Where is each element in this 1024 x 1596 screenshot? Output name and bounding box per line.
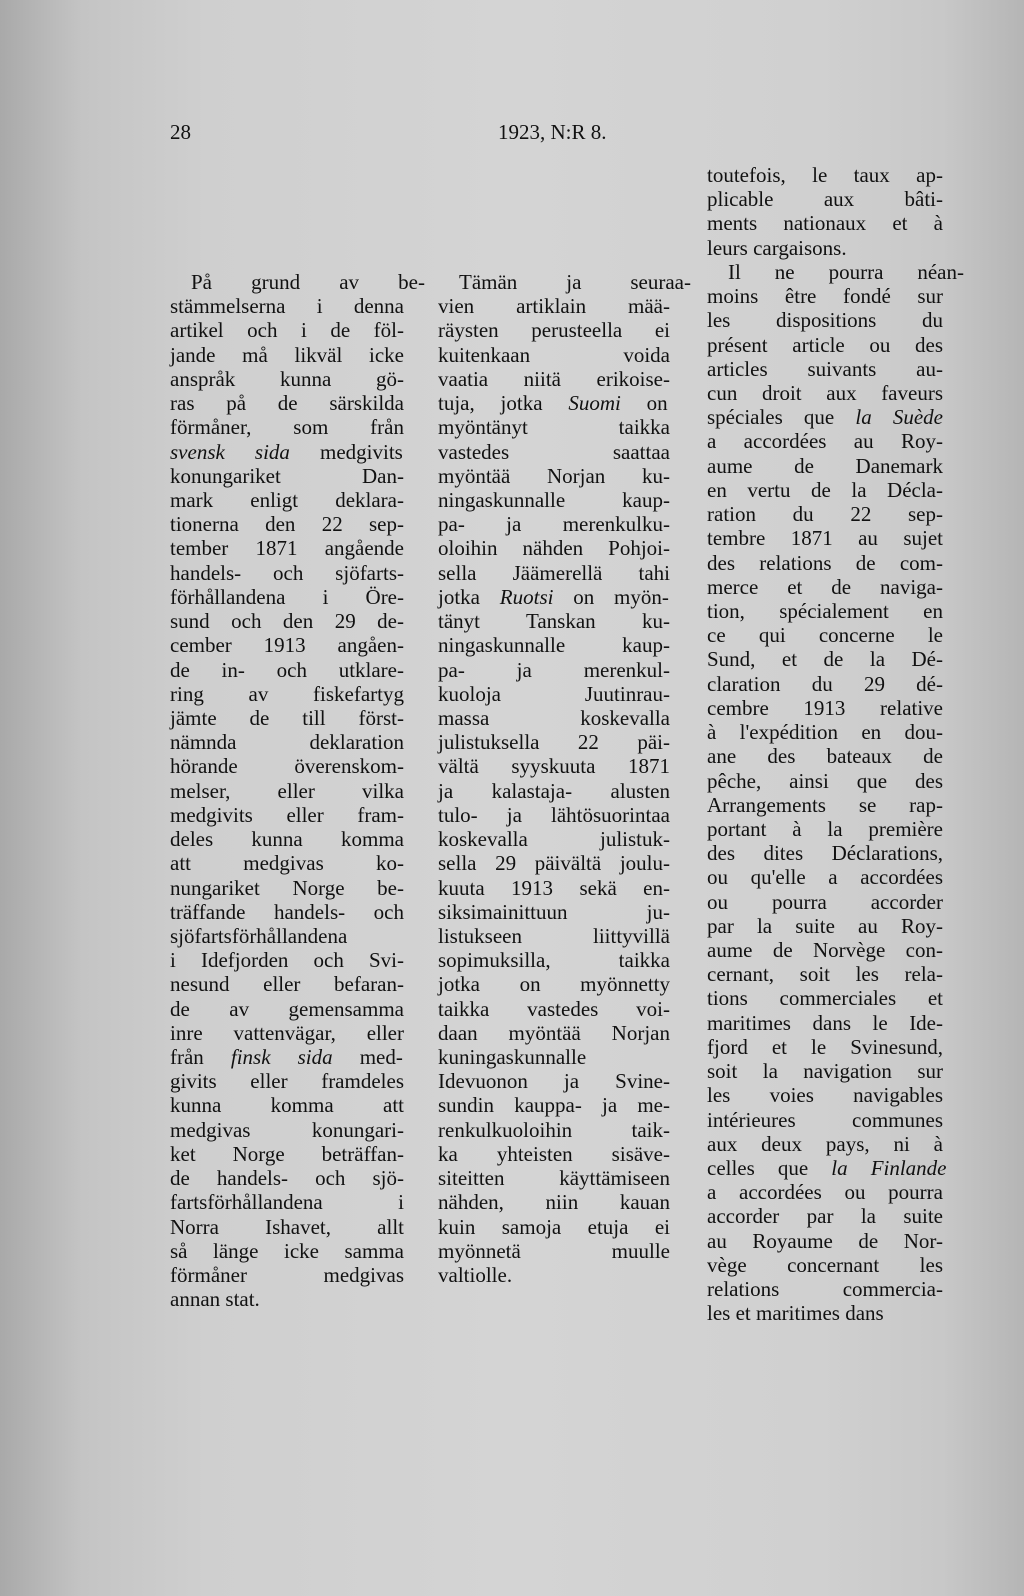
finnish-line: myöntänyt taikka [438, 415, 670, 440]
french-line: aux deux pays, ni à [707, 1131, 943, 1156]
swedish-line: melser, eller vilka [170, 778, 404, 803]
swedish-line: cember 1913 angåen- [170, 633, 404, 658]
swedish-line: träffande handels- och [170, 899, 404, 924]
swedish-line: så länge icke samma [170, 1238, 404, 1263]
french-line: en vertu de la Décla- [707, 477, 943, 502]
swedish-line: sjöfartsförhållandena [170, 923, 348, 948]
french-line: ou qu'elle a accordées [707, 865, 943, 890]
finnish-line: Tämän ja seuraa- [459, 270, 691, 294]
french-line: les dispositions du [707, 308, 943, 333]
swedish-line: mark enligt deklara- [170, 487, 404, 512]
french-line: des dites Déclarations, [707, 841, 943, 866]
swedish-line: anspråk kunna gö- [170, 366, 404, 391]
french-line: cembre 1913 relative [707, 695, 943, 720]
swedish-line: Norra Ishavet, allt [170, 1214, 404, 1239]
swedish-line: från finsk sida med- [170, 1045, 403, 1070]
finnish-line: jotka Ruotsi on myön- [438, 584, 669, 609]
finnish-line: ningaskunnalle kaup- [438, 633, 670, 658]
finnish-line: sundin kauppa- ja me- [438, 1093, 670, 1118]
swedish-line: de av gemensamma [170, 996, 404, 1021]
french-line: a accordées ou pourra [707, 1180, 943, 1205]
finnish-line: räysten perusteella ei [438, 318, 670, 343]
french-line: fjord et le Svinesund, [707, 1034, 943, 1059]
french-line: cun droit aux faveurs [707, 380, 943, 405]
french-line: les et maritimes dans [707, 1301, 884, 1326]
french-line: tion, spécialement en [707, 598, 943, 623]
finnish-line: kuuta 1913 sekä en- [438, 875, 670, 900]
french-line: des relations de com- [707, 550, 943, 575]
swedish-line: nesund eller befaran- [170, 972, 404, 997]
french-line: les voies navigables [707, 1083, 943, 1108]
swedish-line: nungariket Norge be- [170, 875, 404, 900]
french-line: cernant, soit les rela- [707, 962, 943, 987]
french-line: leurs cargaisons. [707, 235, 847, 260]
finnish-line: tulo- ja lähtösuorintaa [438, 802, 670, 827]
finnish-line: kuin samoja etuja ei [438, 1214, 670, 1239]
finnish-line: kuoloja Juutinrau- [438, 681, 670, 706]
swedish-line: medgivits eller fram- [170, 802, 404, 827]
french-line: relations commercia- [707, 1277, 943, 1302]
french-line: par la suite au Roy- [707, 913, 943, 938]
french-line: merce et de naviga- [707, 574, 943, 599]
french-line: a accordées au Roy- [707, 429, 943, 454]
swedish-line: förmåner, som från [170, 415, 404, 440]
finnish-line: vastedes saattaa [438, 439, 670, 464]
finnish-line: myöntää Norjan ku- [438, 463, 670, 488]
swedish-line: annan stat. [170, 1287, 260, 1312]
page-number: 28 [170, 120, 191, 144]
swedish-line: i Idefjorden och Svi- [170, 948, 404, 973]
finnish-line: vaatia niitä erikoise- [438, 366, 670, 391]
french-line: vège concernant les [707, 1252, 943, 1277]
swedish-line: nämnda deklaration [170, 730, 404, 755]
finnish-line: julistuksella 22 päi- [438, 730, 670, 755]
swedish-line: deles kunna komma [170, 827, 404, 852]
swedish-line: inre vattenvägar, eller [170, 1020, 404, 1045]
french-line: moins être fondé sur [707, 284, 943, 309]
french-line: ration du 22 sep- [707, 502, 943, 527]
finnish-line: listukseen liittyvillä [438, 923, 670, 948]
swedish-line: ras på de särskilda [170, 391, 404, 416]
french-line: présent article ou des [707, 332, 943, 357]
swedish-line: stämmelserna i denna [170, 294, 404, 319]
swedish-line: medgivas konungari- [170, 1117, 404, 1142]
swedish-line: På grund av be- [191, 270, 425, 294]
finnish-line: kuitenkaan voida [438, 342, 670, 367]
french-line: au Royaume de Nor- [707, 1228, 943, 1253]
swedish-line: konungariket Dan- [170, 463, 404, 488]
swedish-line: tember 1871 angående [170, 536, 404, 561]
swedish-line: hörande överenskom- [170, 754, 404, 779]
swedish-line: jande må likväl icke [170, 342, 404, 367]
french-line: Sund, et de la Dé- [707, 647, 943, 672]
french-line: ce qui concerne le [707, 623, 943, 648]
swedish-line: de handels- och sjö- [170, 1166, 404, 1191]
swedish-line: ring av fiskefartyg [170, 681, 404, 706]
french-line: aume de Norvège con- [707, 938, 943, 963]
french-line: maritimes dans le Ide- [707, 1010, 943, 1035]
swedish-line: givits eller framdeles [170, 1069, 404, 1094]
french-line: ments nationaux et à [707, 211, 943, 236]
finnish-line: massa koskevalla [438, 705, 670, 730]
french-line: pêche, ainsi que des [707, 768, 943, 793]
french-line: Il ne pourra néan- [728, 259, 964, 284]
finnish-line: pa- ja merenkul- [438, 657, 670, 682]
swedish-line: förhållandena i Öre- [170, 584, 404, 609]
finnish-line: nähden, niin kauan [438, 1190, 670, 1215]
finnish-line: daan myöntää Norjan [438, 1020, 670, 1045]
french-line: intérieures communes [707, 1107, 943, 1132]
french-line: portant à la première [707, 816, 943, 841]
finnish-line: taikka vastedes voi- [438, 996, 670, 1021]
swedish-line: jämte de till först- [170, 705, 404, 730]
finnish-line: vältä syyskuuta 1871 [438, 754, 670, 779]
swedish-line: fartsförhållandena i [170, 1190, 404, 1215]
swedish-line: handels- och sjöfarts- [170, 560, 404, 585]
french-line: tions commerciales et [707, 986, 943, 1011]
finnish-line: siteitten käyttämiseen [438, 1166, 670, 1191]
finnish-line: jotka on myönnetty [438, 972, 670, 997]
french-line: à l'expédition en dou- [707, 720, 943, 745]
french-line: toutefois, le taux ap- [707, 163, 943, 187]
finnish-line: myönnetä muulle [438, 1238, 670, 1263]
swedish-line: tionerna den 22 sep- [170, 512, 404, 537]
french-line: Arrangements se rap- [707, 792, 943, 817]
swedish-line: de in- och utklare- [170, 657, 404, 682]
french-line: ane des bateaux de [707, 744, 943, 769]
french-line: soit la navigation sur [707, 1059, 943, 1084]
finnish-line: siksimainittuun ju- [438, 899, 670, 924]
finnish-line: tänyt Tanskan ku- [438, 609, 670, 634]
swedish-line: svensk sida medgivits [170, 439, 403, 464]
finnish-line: ningaskunnalle kaup- [438, 487, 670, 512]
french-line: tembre 1871 au sujet [707, 526, 943, 551]
french-line: celles que la Finlande [707, 1156, 947, 1181]
finnish-line: kuningaskunnalle [438, 1045, 587, 1070]
finnish-line: koskevalla julistuk- [438, 827, 670, 852]
finnish-line: sopimuksilla, taikka [438, 948, 670, 973]
finnish-line: Idevuonon ja Svine- [438, 1069, 670, 1094]
french-line: articles suivants au- [707, 356, 943, 381]
french-line: spéciales que la Suède [707, 405, 944, 430]
french-line: plicable aux bâti- [707, 187, 943, 212]
french-line: accorder par la suite [707, 1204, 943, 1229]
swedish-line: kunna komma att [170, 1093, 404, 1118]
finnish-line: ja kalastaja- alusten [438, 778, 670, 803]
finnish-line: sella Jäämerellä tahi [438, 560, 670, 585]
swedish-line: sund och den 29 de- [170, 609, 404, 634]
french-line: claration du 29 dé- [707, 671, 943, 696]
swedish-line: förmåner medgivas [170, 1263, 404, 1288]
issue-label: 1923, N:R 8. [498, 120, 607, 144]
finnish-line: vien artiklain mää- [438, 294, 670, 319]
swedish-line: artikel och i de föl- [170, 318, 404, 343]
finnish-line: oloihin nähden Pohjoi- [438, 536, 670, 561]
finnish-line: valtiolle. [438, 1263, 513, 1288]
finnish-line: sella 29 päivältä joulu- [438, 851, 670, 876]
swedish-line: ket Norge beträffan- [170, 1141, 404, 1166]
swedish-line: att medgivas ko- [170, 851, 404, 876]
finnish-line: tuja, jotka Suomi on [438, 391, 668, 416]
finnish-line: ka yhteisten sisäve- [438, 1141, 670, 1166]
finnish-line: pa- ja merenkulku- [438, 512, 670, 537]
french-line: aume de Danemark [707, 453, 943, 478]
french-line: ou pourra accorder [707, 889, 943, 914]
finnish-line: renkulkuoloihin taik- [438, 1117, 670, 1142]
